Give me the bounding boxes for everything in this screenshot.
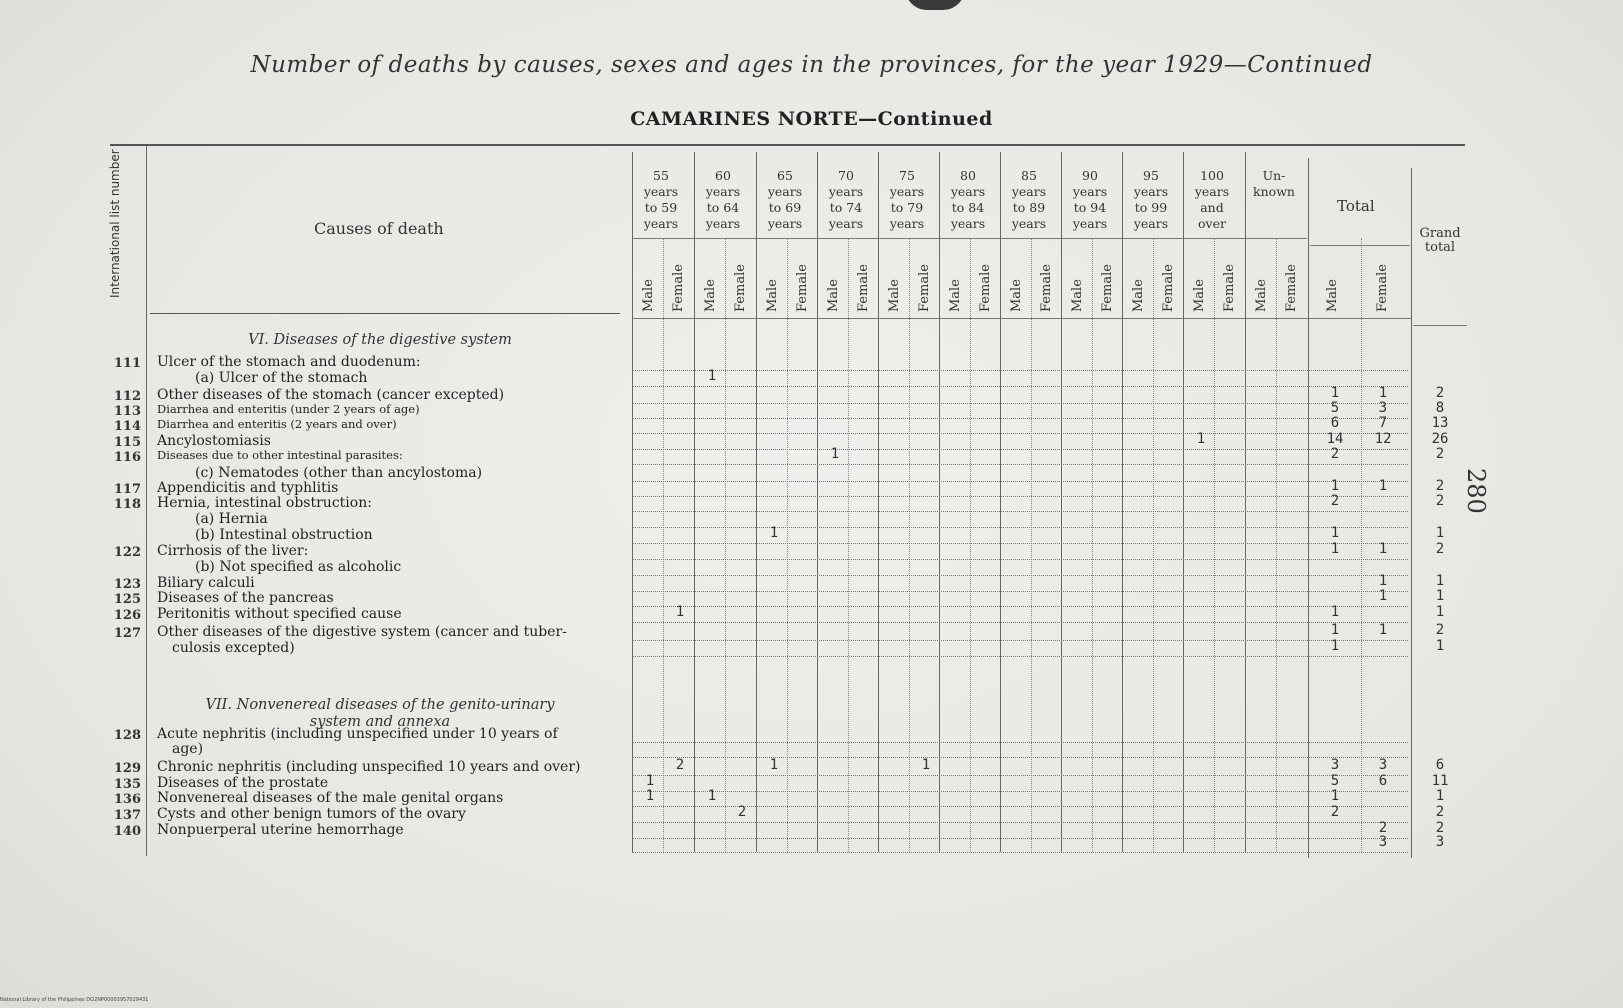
cause-label: age) [172,741,204,757]
male-column-header: Male [1070,279,1085,312]
count-cell: 26 [1431,431,1449,447]
list-number: 117 [113,482,141,497]
row-leader [632,837,1408,839]
age-group-header: 75 years to 79 years [889,168,925,231]
column-rule [663,238,664,852]
count-cell: 2 [1330,804,1340,820]
list-number: 126 [113,608,141,623]
column-rule [1122,152,1123,852]
count-cell: 2 [1435,493,1445,509]
count-cell: 2 [1435,446,1445,462]
row-leader [632,463,1408,465]
count-cell: 1 [1435,604,1445,620]
list-number: 125 [113,592,141,607]
cause-label: Appendicitis and typhlitis [157,480,339,496]
count-cell: 2 [1378,820,1388,836]
age-group-header: 55 years to 59 years [643,168,679,231]
list-number: 129 [113,761,141,776]
count-cell: 14 [1326,431,1344,447]
female-column-header: Female [1222,264,1237,312]
count-cell: 1 [645,788,655,804]
column-rule [756,152,757,852]
count-cell: 2 [1435,541,1445,557]
count-cell: 1 [1330,604,1340,620]
count-cell: 6 [1378,773,1388,789]
count-cell: 2 [1435,622,1445,638]
grand-total-rule [1413,325,1467,326]
row-leader [632,480,1408,482]
row-leader [632,448,1408,450]
section-vii-heading: VII. Nonvenereal diseases of the genito-urinary system and annexa [205,697,555,730]
cause-label: Diarrhea and enteritis (2 years and over) [157,417,397,431]
male-column-header: Male [826,279,841,312]
column-rule [1000,152,1001,852]
count-cell: 2 [1435,804,1445,820]
grand-total-header: Grand total [1419,226,1461,255]
count-cell: 1 [1435,788,1445,804]
count-cell: 5 [1330,400,1340,416]
row-leader [632,774,1408,776]
cause-label: Chronic nephritis (including unspecified 10 years and over) [157,759,581,775]
age-group-header: 90 years to 94 years [1072,168,1108,231]
count-cell: 8 [1435,400,1445,416]
column-rule [632,152,633,852]
count-cell: 1 [1378,588,1388,604]
cause-label: Cirrhosis of the liver: [157,543,309,559]
cause-label: Hernia, intestinal obstruction: [157,495,372,511]
count-cell: 1 [769,757,779,773]
total-header-rule [1310,245,1410,246]
count-cell: 1 [1378,385,1388,401]
section-vi-heading: VI. Diseases of the digestive system [248,332,512,348]
female-column-header: Female [733,264,748,312]
female-column-header: Female [856,264,871,312]
count-cell: 3 [1435,834,1445,850]
column-rule [1092,238,1093,852]
count-cell: 2 [737,804,747,820]
count-cell: 11 [1431,773,1449,789]
cause-label: Ulcer of the stomach and duodenum: [157,354,421,370]
list-number: 137 [113,808,141,823]
count-cell: 1 [1330,541,1340,557]
cause-label: Diseases due to other intestinal parasites: [157,448,403,462]
list-number: 112 [113,389,141,404]
count-cell: 3 [1330,757,1340,773]
cause-label: Other diseases of the stomach (cancer excepted) [157,387,505,403]
row-leader [632,756,1408,758]
count-cell: 1 [1330,385,1340,401]
count-cell: 1 [645,773,655,789]
count-cell: 1 [707,788,717,804]
male-column-header: Male [703,279,718,312]
footer-credit: National Library of the Philippines DO2NP00003957029431 [0,997,149,1003]
count-cell: 1 [675,604,685,620]
count-cell: 1 [1330,478,1340,494]
female-column-header: Female [978,264,993,312]
count-cell: 2 [1435,385,1445,401]
list-number: 123 [113,577,141,592]
cause-label: culosis excepted) [172,640,295,656]
column-rule [817,152,818,852]
cause-label: (b) Intestinal obstruction [195,527,373,543]
list-number: 122 [113,545,141,560]
list-number: 111 [113,356,141,371]
female-column-header: Female [917,264,932,312]
female-column-header: Female [1100,264,1115,312]
male-column-header: Male [1192,279,1207,312]
total-male-column-header: Male [1325,279,1340,312]
count-cell: 3 [1378,834,1388,850]
count-cell: 1 [1196,431,1206,447]
count-cell: 2 [1330,446,1340,462]
count-cell: 1 [830,446,840,462]
row-leader [632,402,1408,404]
column-rule [1276,238,1277,852]
count-cell: 1 [1330,525,1340,541]
column-rule [694,152,695,852]
column-rule [725,238,726,852]
count-cell: 1 [1378,478,1388,494]
female-column-header: Female [671,264,686,312]
count-cell: 1 [1378,622,1388,638]
ink-blot [905,0,965,10]
cause-label: Biliary calculi [157,575,255,591]
row-leader [632,417,1408,419]
age-group-header: 85 years to 89 years [1011,168,1047,231]
column-rule [146,146,147,856]
row-leader [632,369,1408,371]
table-top-rule [110,144,1465,146]
age-group-header: 80 years to 84 years [950,168,986,231]
row-leader [632,821,1408,823]
cause-label: Nonvenereal diseases of the male genital organs [157,790,504,806]
cause-label: Diseases of the pancreas [157,590,334,606]
total-female-column-header: Female [1375,264,1390,312]
cause-label: (b) Not specified as alcoholic [195,559,402,575]
male-column-header: Male [1009,279,1024,312]
female-column-header: Female [795,264,810,312]
column-rule [970,238,971,852]
male-column-header: Male [641,279,656,312]
column-rule [1061,152,1062,852]
age-group-header: 65 years to 69 years [767,168,803,231]
row-leader [632,432,1408,434]
column-rule [1308,158,1309,858]
cause-label: (a) Hernia [195,511,268,527]
count-cell: 1 [707,368,717,384]
count-cell: 3 [1378,757,1388,773]
column-rule [848,238,849,852]
row-leader [632,741,1408,743]
count-cell: 1 [1378,541,1388,557]
list-number: 128 [113,728,141,743]
age-group-header: Un- known [1253,168,1295,199]
count-cell: 5 [1330,773,1340,789]
list-number: 140 [113,824,141,839]
causes-header: Causes of death [314,219,444,238]
cause-label: Other diseases of the digestive system (cancer and tuber- [157,624,567,640]
cause-label: Nonpuerperal uterine hemorrhage [157,822,404,838]
row-leader [632,574,1408,576]
cause-label: (a) Ulcer of the stomach [195,370,368,386]
count-cell: 1 [1435,638,1445,654]
count-cell: 1 [769,525,779,541]
sex-header-rule [632,318,1412,319]
age-group-header: 100 years and over [1194,168,1230,231]
column-rule [1361,238,1362,852]
cause-label: Cysts and other benign tumors of the ovary [157,806,466,822]
row-leader [632,385,1408,387]
row-leader [632,495,1408,497]
list-number: 114 [113,419,141,434]
male-column-header: Male [1131,279,1146,312]
row-leader [632,655,1408,657]
list-number: 136 [113,792,141,807]
cause-label: Diarrhea and enteritis (under 2 years of age) [157,402,420,416]
row-leader [632,542,1408,544]
female-column-header: Female [1161,264,1176,312]
list-number: 127 [113,626,141,641]
male-column-header: Male [887,279,902,312]
count-cell: 2 [1435,820,1445,836]
count-cell: 6 [1330,415,1340,431]
total-header: Total [1337,197,1375,215]
column-rule [939,152,940,852]
column-rule [1411,168,1412,858]
male-column-header: Male [1254,279,1269,312]
row-leader [632,851,1408,853]
row-leader [632,639,1408,641]
count-cell: 2 [1330,493,1340,509]
cause-label: Diseases of the prostate [157,775,329,791]
row-leader [632,790,1408,792]
row-leader [632,605,1408,607]
list-number: 115 [113,435,141,450]
list-number: 135 [113,777,141,792]
header-bottom-rule [150,313,620,314]
count-cell: 6 [1435,757,1445,773]
list-number: 116 [113,450,141,465]
column-rule [909,238,910,852]
cause-label: Acute nephritis (including unspecified under 10 years of [157,726,558,742]
count-cell: 1 [921,757,931,773]
female-column-header: Female [1284,264,1299,312]
age-group-header: 95 years to 99 years [1133,168,1169,231]
column-rule [1214,238,1215,852]
list-number-header: International list number [108,149,122,298]
list-number: 118 [113,497,141,512]
age-group-header: 70 years to 74 years [828,168,864,231]
male-column-header: Male [948,279,963,312]
age-header-rule [632,238,1307,239]
female-column-header: Female [1039,264,1054,312]
row-leader [632,510,1408,512]
column-rule [1245,152,1246,852]
count-cell: 1 [1330,622,1340,638]
column-rule [878,152,879,852]
cause-label: (c) Nematodes (other than ancylostoma) [195,465,483,481]
page-title: Number of deaths by causes, sexes and ages in the provinces, for the year 1929—Continued [250,52,1373,78]
cause-label: Ancylostomiasis [157,433,271,449]
count-cell: 12 [1374,431,1392,447]
count-cell: 1 [1435,573,1445,589]
row-leader [632,558,1408,560]
column-rule [1031,238,1032,852]
count-cell: 1 [1378,573,1388,589]
row-leader [632,621,1408,623]
page-number: 280 [1462,468,1490,514]
age-group-header: 60 years to 64 years [705,168,741,231]
cause-label: Peritonitis without specified cause [157,606,402,622]
row-leader [632,590,1408,592]
list-number: 113 [113,404,141,419]
count-cell: 1 [1330,638,1340,654]
count-cell: 3 [1378,400,1388,416]
count-cell: 2 [1435,478,1445,494]
column-rule [1183,152,1184,852]
count-cell: 7 [1378,415,1388,431]
count-cell: 1 [1435,525,1445,541]
count-cell: 1 [1330,788,1340,804]
count-cell: 13 [1431,415,1449,431]
count-cell: 2 [675,757,685,773]
column-rule [1153,238,1154,852]
male-column-header: Male [765,279,780,312]
count-cell: 1 [1435,588,1445,604]
row-leader [632,526,1408,528]
page-subtitle: CAMARINES NORTE—Continued [630,108,993,130]
